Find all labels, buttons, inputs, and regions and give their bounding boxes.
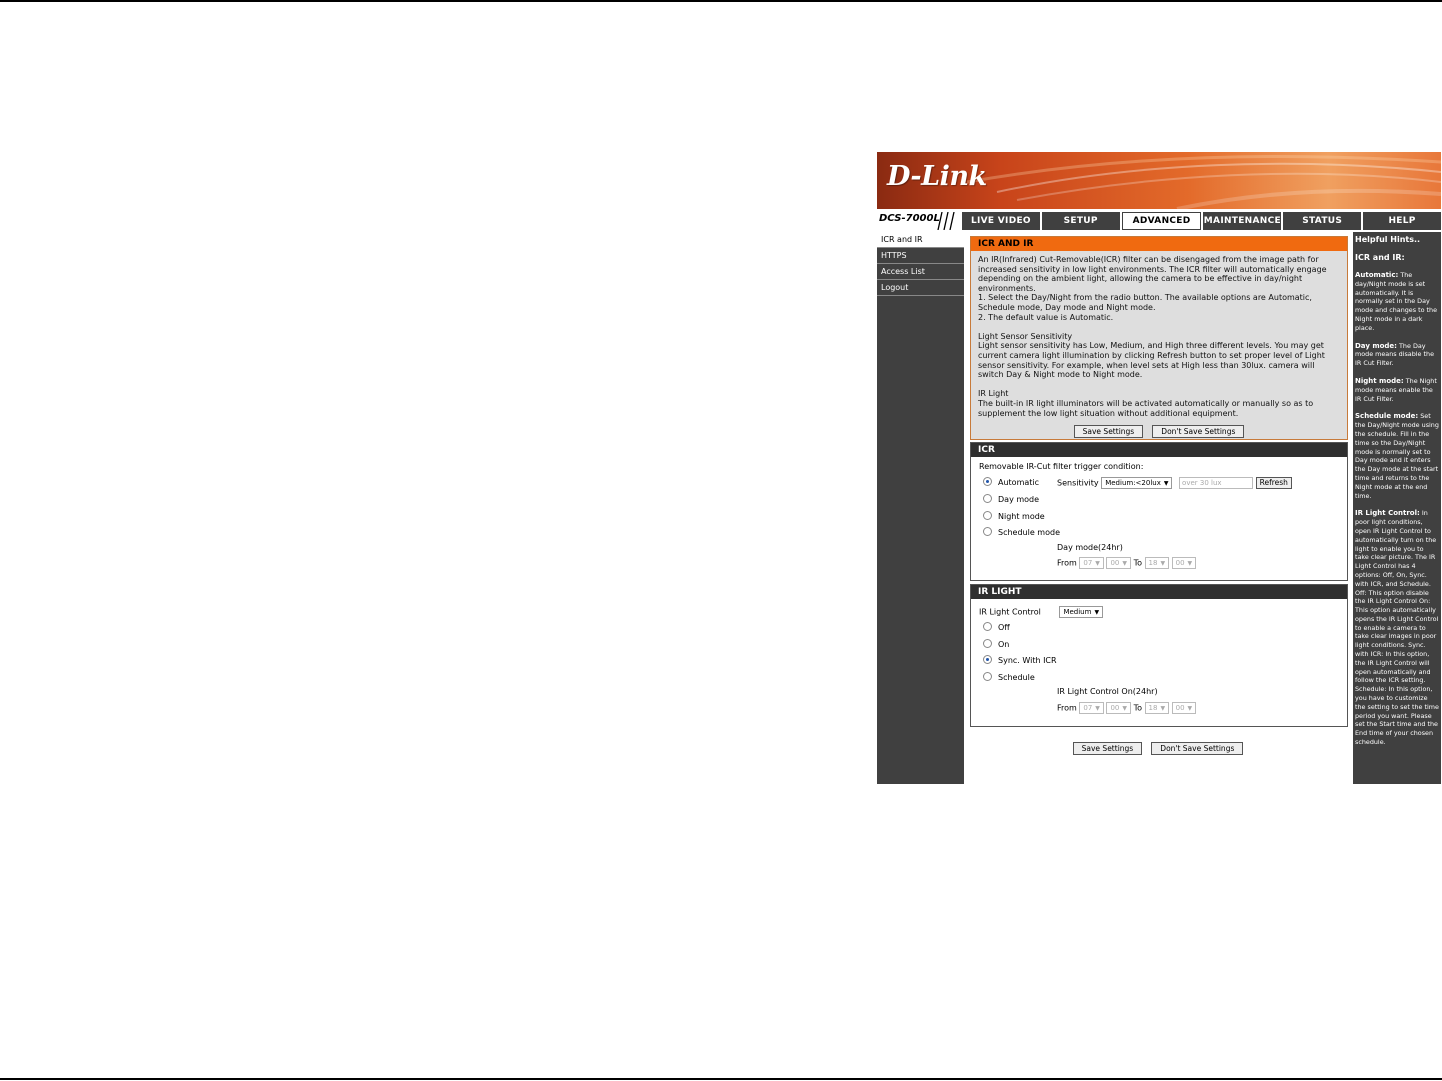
top-nav (877, 212, 1441, 230)
ir-from-minute-select[interactable] (1106, 702, 1131, 714)
model-label (877, 212, 957, 230)
radio-label: Sync. With ICR (998, 656, 1057, 665)
sidebar-item-access-list[interactable]: Access List (877, 264, 964, 280)
top-border (0, 0, 1442, 2)
help-section: ICR and IR: (1355, 253, 1405, 262)
radio-icon (983, 494, 992, 503)
header-banner (877, 152, 1441, 209)
radio-icon (983, 511, 992, 520)
chevron-down-icon: ▼ (1160, 705, 1166, 712)
radio-label: Schedule (998, 673, 1035, 682)
radio-label: On (998, 640, 1010, 649)
ir-on-label: IR Light Control On(24hr) (1057, 687, 1158, 696)
slash-divider-icon (932, 212, 960, 230)
help-entry-automatic (1355, 271, 1439, 333)
intro-buttons (971, 419, 1347, 438)
ir-light-panel (970, 584, 1348, 727)
help-entry-schedule-mode (1355, 412, 1439, 500)
day-mode-label: Day mode(24hr) (1057, 543, 1123, 552)
radio-label: Off (998, 623, 1010, 632)
to-label: To (1133, 703, 1142, 713)
intro-description: An IR(Infrared) Cut-Removable(ICR) filter can be disengaged from the image path for increased sensitivity in low light environments. The ICR filter will automatically engage depending on the ambient light, allowing the camera to be effective in day/night environments. 1. Select the Day/Night from the radio button. The available options are Automatic, Schedule mode, Day mode and Night mode. 2. The default value is Automatic. Light Sensor Sensitivity Light sensor sensitivity has Low, Medium, and High three different levels. You may get current camera light illumination by clicking Refresh button to set proper level of Light sensor sensitivity. For example, when level sets at High less than 30lux. camera will switch Day & Night mode to Night mode. IR Light The built-in IR light illuminators will be activated automatically or manually so as to supplement the low light situation without additional equipment. (978, 255, 1327, 418)
footer-dont-save-settings-button[interactable]: Don't Save Settings (1151, 742, 1243, 755)
day-mode-time-row (1057, 557, 1196, 569)
radio-automatic[interactable] (983, 478, 1039, 487)
ir-light-title: IR LIGHT (971, 585, 1347, 599)
help-text: Set the Day/Night mode using the schedule. Fill in the time so the Day/Night mode is normally set to Day mode and it enters the Day mode at the start time and returns to the Night mode at the end time. (1355, 412, 1439, 500)
select-value: 00 (1110, 559, 1120, 567)
help-term: Schedule mode: (1355, 412, 1419, 421)
help-text: The Day mode means disable the IR Cut Filter. (1355, 341, 1434, 368)
radio-night-mode[interactable] (983, 512, 1045, 521)
sidebar-item-logout[interactable]: Logout (877, 280, 964, 296)
dont-save-settings-button[interactable]: Don't Save Settings (1152, 425, 1244, 438)
ir-control-select[interactable] (1059, 606, 1103, 618)
to-hour-select[interactable] (1145, 557, 1170, 569)
ir-from-hour-select[interactable] (1079, 702, 1104, 714)
sensitivity-value: Medium:<20lux (1105, 479, 1161, 487)
sensitivity-select[interactable] (1101, 477, 1172, 489)
ir-time-row (1057, 702, 1196, 714)
select-value: 07 (1083, 559, 1093, 567)
from-hour-select[interactable] (1079, 557, 1104, 569)
refresh-button[interactable]: Refresh (1256, 477, 1292, 489)
intro-panel (970, 236, 1348, 440)
ir-to-minute-select[interactable] (1172, 702, 1197, 714)
radio-label: Day mode (998, 495, 1040, 504)
dlink-logo: D-Link (887, 161, 987, 192)
intro-title: ICR AND IR (971, 237, 1347, 251)
from-minute-select[interactable] (1106, 557, 1131, 569)
chevron-down-icon: ▼ (1095, 560, 1100, 567)
model-name: DCS-7000L (879, 213, 940, 224)
radio-icon (983, 655, 992, 664)
chevron-down-icon: ▼ (1187, 560, 1193, 567)
tab-help[interactable]: HELP (1363, 212, 1441, 230)
radio-label: Automatic (998, 478, 1040, 487)
chevron-down-icon: ▼ (1163, 480, 1169, 487)
help-term: Night mode: (1355, 376, 1404, 385)
help-text: The Night mode means enable the IR Cut Filter. (1355, 376, 1437, 403)
help-text: In poor light conditions, open IR Light Control to automatically turn on the light to enable you to take clear picture. The IR Light Control has 4 options: Off, On, Sync. with ICR, and Schedule. Off: This option disable the IR Light Control On: This option automatically opens the IR Light Control to enable a camera to take clear images in poor light conditions. Sync. with ICR: In this option, the IR Light Control will open automatically and follow the ICR setting. Schedule: In this option, you have to customize the setting to set the time period you want. Please set the Start time and the End time of your chosen schedule. (1355, 509, 1439, 747)
chevron-down-icon: ▼ (1122, 705, 1128, 712)
radio-off[interactable] (983, 623, 1010, 632)
radio-on[interactable] (983, 640, 1009, 649)
radio-icon (983, 527, 992, 536)
sidebar (877, 232, 964, 784)
sensitivity-row (1057, 477, 1292, 489)
help-title: Helpful Hints.. (1355, 235, 1421, 244)
select-value: 18 (1148, 704, 1158, 712)
bottom-border (0, 1078, 1442, 1080)
select-value: 07 (1083, 704, 1093, 712)
main-content (964, 232, 1351, 784)
sidebar-item-icr-and-ir[interactable]: ICR and IR (877, 232, 964, 248)
to-minute-select[interactable] (1172, 557, 1197, 569)
help-panel (1353, 232, 1441, 784)
help-term: Day mode: (1355, 341, 1397, 350)
help-entry-day-mode (1355, 342, 1439, 368)
radio-icon (983, 477, 992, 486)
select-value: Medium (1063, 608, 1092, 616)
from-label: From (1057, 703, 1077, 713)
radio-schedule-mode[interactable] (983, 528, 1060, 537)
chevron-down-icon: ▼ (1160, 560, 1166, 567)
radio-icon (983, 672, 992, 681)
radio-label: Night mode (998, 512, 1045, 521)
ir-control-label: IR Light Control (979, 607, 1041, 617)
ir-control-row (979, 606, 1103, 618)
select-value: 00 (1110, 704, 1120, 712)
ir-to-hour-select[interactable] (1145, 702, 1170, 714)
chevron-down-icon: ▼ (1095, 705, 1100, 712)
radio-label: Schedule mode (998, 528, 1060, 537)
tab-status[interactable]: STATUS (1283, 212, 1361, 230)
chevron-down-icon: ▼ (1094, 609, 1100, 616)
radio-icon (983, 639, 992, 648)
main-tabs (962, 212, 1441, 230)
lux-input[interactable]: over 30 lux (1179, 477, 1253, 489)
tab-advanced[interactable]: ADVANCED (1122, 212, 1202, 230)
from-label: From (1057, 558, 1077, 568)
trigger-label: Removable IR-Cut filter trigger condition: (979, 462, 1144, 471)
radio-icon (983, 622, 992, 631)
select-value: 00 (1175, 704, 1185, 712)
save-settings-button[interactable]: Save Settings (1074, 425, 1144, 438)
tab-live-video[interactable]: LIVE VIDEO (962, 212, 1040, 230)
help-term: IR Light Control: (1355, 509, 1420, 518)
select-value: 00 (1175, 559, 1185, 567)
select-value: 18 (1148, 559, 1158, 567)
radio-schedule[interactable] (983, 673, 1035, 682)
sensitivity-label: Sensitivity (1057, 478, 1099, 488)
camera-web-ui (877, 152, 1441, 784)
help-entry-ir-light-control (1355, 509, 1439, 747)
sidebar-item-https[interactable]: HTTPS (877, 248, 964, 264)
chevron-down-icon: ▼ (1187, 705, 1193, 712)
radio-day-mode[interactable] (983, 495, 1039, 504)
footer-buttons (970, 736, 1346, 755)
help-text: The day/Night mode is set automatically. It is normally set in the Day mode and changes to the Night mode in a dark place. (1355, 271, 1438, 332)
tab-setup[interactable]: SETUP (1042, 212, 1120, 230)
tab-maintenance[interactable]: MAINTENANCE (1203, 212, 1281, 230)
chevron-down-icon: ▼ (1122, 560, 1128, 567)
footer-save-settings-button[interactable]: Save Settings (1073, 742, 1143, 755)
icr-panel (970, 442, 1348, 581)
help-entry-night-mode (1355, 377, 1439, 403)
radio-sync-with-icr[interactable] (983, 656, 1057, 665)
help-term: Automatic: (1355, 271, 1399, 279)
to-label: To (1133, 558, 1142, 568)
icr-title: ICR (971, 443, 1347, 457)
